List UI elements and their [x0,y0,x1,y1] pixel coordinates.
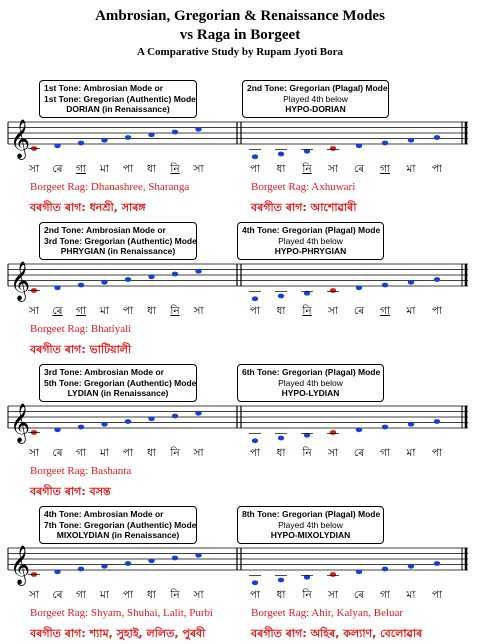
note [382,425,388,430]
mode-box-plagal [237,364,384,402]
rag-assamese-left: বৰগীত ৰাগ: ভাটিয়ালী [30,343,132,356]
note [304,433,310,438]
note [408,564,414,569]
mode-box-line: DORIAN (in Renaissance) [66,104,170,114]
tonic-note [31,288,37,293]
note [408,422,414,427]
note [356,427,362,432]
note [78,425,84,430]
note [356,569,362,574]
note [434,135,440,140]
page-title: Ambrosian, Gregorian & Renaissance Modes [95,8,385,24]
note [125,419,131,424]
sargam-syllable: পা [122,447,134,459]
sargam-syllable: সা [328,589,338,601]
note [172,414,178,419]
mode-box-line: MIXOLYDIAN (in Renaissance) [56,530,180,540]
note [382,283,388,288]
sargam-syllable: মা [100,305,109,317]
mode-box-line: 3rd Tone: Gregorian (Authentic) Mode [44,235,197,246]
sargam-syllable: গা [380,447,390,459]
note [252,580,258,585]
note [78,567,84,572]
sargam-syllable: মা [406,163,416,175]
note [278,152,284,157]
sargam-syllable: গা [380,305,390,317]
sargam-syllable: মা [100,589,109,601]
sargam-syllable: সা [29,589,39,601]
note [172,130,178,135]
mode-box-line: PHRYGIAN (in Renaissance) [60,246,176,256]
tonic-note [330,146,336,151]
note [172,272,178,277]
mode-box-line: 4th Tone: Ambrosian Mode or [44,509,164,519]
note [252,154,258,159]
note [125,561,131,566]
treble-clef-icon: 𝄞 [10,403,31,443]
note [408,138,414,143]
sargam-syllable: সা [29,447,39,459]
sargam-syllable: সা [328,305,338,317]
mode-box-line: HYPO-MIXOLYDIAN [270,530,351,540]
note [101,280,107,285]
note [195,269,201,274]
mode-box-line: Played 4th below [278,377,343,388]
sargam-syllable: ৰে [52,589,63,601]
tonic-note [330,288,336,293]
page-title-line2: vs Raga in Borgeet [179,27,301,43]
mode-box-authentic [39,222,197,260]
mode-box-line: 2nd Tone: Ambrosian Mode or [44,225,166,235]
sargam-syllable: সা [193,305,204,317]
note [278,436,284,441]
sargam-syllable: নি [302,305,312,317]
mode-box-line: 7th Tone: Gregorian (Authentic) Mode [44,519,197,530]
sargam-syllable: গা [380,589,390,601]
sargam-syllable: সা [328,163,338,175]
tonic-note [31,430,37,435]
rag-assamese-right: বৰগীত ৰাগ: অহিৰ, কল্যাণ, বেলোৱাৰ [251,627,423,640]
sargam-syllable: ৰে [353,589,365,601]
page-subtitle: A Comparative Study by Rupam Jyoti Bora [137,46,343,58]
sargam-syllable: ধা [276,163,286,175]
treble-clef-icon: 𝄞 [10,545,31,585]
sargam-syllable: মা [406,589,416,601]
tonic-note [31,572,37,577]
tonic-note [31,146,37,151]
note [148,274,154,279]
rag-english-left: Borgeet Rag: Shyam, Shuhai, Lalit, Purbi [30,607,214,619]
note [304,575,310,580]
note [252,438,258,443]
rag-english-right: Borgeet Rag: Ahir, Kalyan, Beluar [251,607,404,619]
note [54,143,60,148]
tonic-note [330,572,336,577]
tonic-note [330,430,336,435]
note [382,141,388,146]
mode-box-line: 1st Tone: Ambrosian Mode or [44,83,164,93]
note [125,135,131,140]
mode-box-line: HYPO-LYDIAN [281,388,340,398]
sargam-syllable: গা [76,447,86,459]
note [125,277,131,282]
rag-english-left: Borgeet Rag: Bashanta [30,465,132,477]
mode-box-line: 5th Tone: Gregorian (Authentic) Mode [44,377,197,388]
note [408,280,414,285]
sargam-syllable: ধা [147,163,156,175]
mode-box-plagal [237,506,384,544]
note [434,277,440,282]
mode-box-line: 6th Tone: Gregorian (Plagal) Mode [242,367,381,377]
sargam-syllable: নি [302,447,312,459]
sargam-syllable: নি [170,305,180,317]
sargam-syllable: সা [29,163,39,175]
sargam-syllable: পা [249,163,261,175]
rag-assamese-left: বৰগীত ৰাগ: শ্যাম, সুহাই, ললিত, পুৰবী [30,627,206,640]
note [195,553,201,558]
rag-english-left: Borgeet Rag: Dhanashree, Sharanga [30,181,190,193]
note [148,416,154,421]
sargam-syllable: ধা [147,305,156,317]
note [54,569,60,574]
sargam-syllable: ৰে [353,447,365,459]
note [356,143,362,148]
sargam-syllable: পা [122,163,134,175]
note [101,564,107,569]
sargam-syllable: পা [431,163,443,175]
note [101,422,107,427]
sargam-syllable: ধা [276,589,286,601]
sargam-syllable: মা [406,305,416,317]
note [252,296,258,301]
sargam-syllable: সা [328,447,338,459]
note [78,283,84,288]
sargam-syllable: গা [380,163,390,175]
mode-box-line: Played 4th below [278,235,343,246]
mode-box-line: HYPO-PHRYGIAN [274,246,347,256]
note [195,127,201,132]
note [278,578,284,583]
note [148,132,154,137]
note [78,141,84,146]
sargam-syllable: নি [170,589,180,601]
note [278,294,284,299]
sargam-syllable: ৰে [353,305,365,317]
note [356,285,362,290]
sargam-syllable: গা [76,163,86,175]
mode-box-line: 2nd Tone: Gregorian (Plagal) Mode [247,83,388,93]
sargam-syllable: ৰে [52,305,63,317]
mode-box-line: 1st Tone: Gregorian (Authentic) Mode [44,93,196,104]
note [304,291,310,296]
sargam-syllable: পা [249,447,261,459]
sargam-syllable: সা [193,447,204,459]
sargam-syllable: সা [29,305,39,317]
mode-box-line: 8th Tone: Gregorian (Plagal) Mode [242,509,381,519]
sargam-syllable: পা [431,447,443,459]
mode-box-line: 3rd Tone: Ambrosian Mode or [44,367,164,377]
sargam-syllable: নি [302,589,312,601]
sargam-syllable: পা [249,305,261,317]
sargam-syllable: গা [76,305,86,317]
sargam-syllable: ধা [147,589,156,601]
sargam-syllable: নি [170,163,180,175]
mode-box-authentic [39,80,197,118]
sargam-syllable: ধা [276,305,286,317]
treble-clef-icon: 𝄞 [10,119,31,159]
sargam-syllable: মা [100,447,109,459]
mode-box-authentic [39,506,197,544]
note [54,285,60,290]
note [148,558,154,563]
treble-clef-icon: 𝄞 [10,261,31,301]
mode-box-line: HYPO-DORIAN [285,104,346,114]
sargam-syllable: গা [76,589,86,601]
sargam-syllable: মা [100,163,109,175]
sargam-syllable: ৰে [353,163,365,175]
rag-assamese-left: বৰগীত ৰাগ: বসন্ত [30,485,111,498]
sargam-syllable: পা [122,589,134,601]
sargam-syllable: পা [431,305,443,317]
sargam-syllable: পা [249,589,261,601]
sargam-syllable: ৰে [52,163,63,175]
mode-box-line: Played 4th below [283,93,348,104]
rag-assamese-left: বৰগীত ৰাগ: ধনশ্ৰী, সাৰঙ্গ [30,201,146,214]
sargam-syllable: ৰে [52,447,63,459]
note [382,567,388,572]
mode-box-authentic [39,364,197,402]
note [172,556,178,561]
note [434,419,440,424]
mode-box-plagal [242,80,389,118]
note [304,149,310,154]
note [101,138,107,143]
mode-box-plagal [237,222,384,260]
sargam-syllable: পা [431,589,443,601]
sargam-syllable: পা [122,305,134,317]
sargam-syllable: নি [170,447,180,459]
note [54,427,60,432]
rag-english-right: Borgeet Rag: Axhuwari [251,181,356,193]
mode-box-line: 4th Tone: Gregorian (Plagal) Mode [242,225,381,235]
sargam-syllable: সা [193,589,204,601]
sargam-syllable: ধা [147,447,156,459]
rag-english-left: Borgeet Rag: Bhatiyali [30,323,132,335]
note [195,411,201,416]
mode-box-line: LYDIAN (in Renaissance) [67,388,169,398]
note [434,561,440,566]
sargam-syllable: নি [302,163,312,175]
sargam-syllable: ধা [276,447,286,459]
sargam-syllable: সা [193,163,204,175]
sargam-syllable: মা [406,447,416,459]
mode-box-line: Played 4th below [278,519,343,530]
rag-assamese-right: বৰগীত ৰাগ: আশোৱাৰী [251,201,357,214]
